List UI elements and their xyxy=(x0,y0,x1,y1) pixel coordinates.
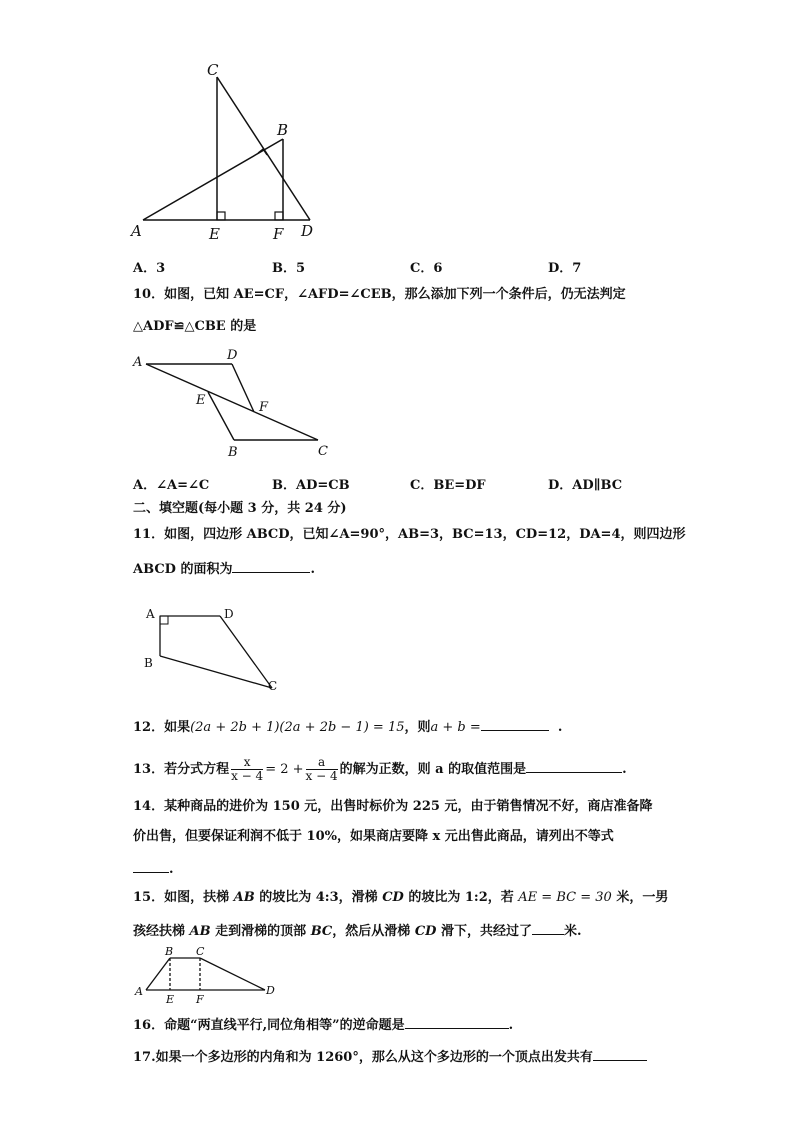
q14-line3: . xyxy=(133,858,174,879)
q11-label-b: B xyxy=(144,656,153,670)
q14-line1: 14．某种商品的进价为 150 元，出售时标价为 225 元，由于销售情况不好，商店准备降 xyxy=(133,799,653,814)
q10-line1: 10．如图，已知 AE=CF，∠AFD=∠CEB，那么添加下列一个条件后，仍无法判定 xyxy=(133,287,626,302)
q15-line2: 孩经扶梯 AB 走到滑梯的顶部 BC，然后从滑梯 CD 滑下，共经过了 米. xyxy=(133,920,582,941)
q11-label-a: A xyxy=(146,607,155,621)
label-e: E xyxy=(209,225,220,243)
q14-line2: 价出售，但要保证利润不低于 10%，如果商店要降 x 元出售此商品，请列出不等式 xyxy=(133,829,614,844)
q12-answer-blank[interactable] xyxy=(481,716,549,731)
q10-label-f: F xyxy=(259,400,269,415)
q11-line2: ABCD 的面积为 . xyxy=(133,558,315,579)
segment-cd xyxy=(217,77,310,220)
q15-label-f: F xyxy=(196,993,204,1006)
q15-label-a: A xyxy=(135,985,143,998)
q15-line1: 15．如图，扶梯 AB 的坡比为 4:3，滑梯 CD 的坡比为 1:2，若 AE = BC = 30 米，一男 xyxy=(133,890,669,905)
q10-label-b: B xyxy=(228,445,238,460)
figure-q11 xyxy=(138,602,288,698)
q14-answer-blank[interactable] xyxy=(133,858,169,873)
figure-q9 xyxy=(125,55,325,250)
label-a: A xyxy=(131,222,142,240)
q17: 17.如果一个多边形的内角和为 1260°，那么从这个多边形的一个顶点出发共有 xyxy=(133,1046,647,1067)
q16-answer-blank[interactable] xyxy=(405,1014,509,1029)
figure-q15 xyxy=(130,944,280,1006)
q10-option-c: C．BE=DF xyxy=(410,478,486,493)
section-2-heading: 二、填空题(每小题 3 分，共 24 分) xyxy=(133,501,347,516)
q15-answer-blank[interactable] xyxy=(532,920,564,935)
q11-label-d: D xyxy=(224,607,234,621)
q10-label-e: E xyxy=(196,393,206,408)
q13: 13．若分式方程 $\frac{x}{x - 4}$ = 2 + $\frac{a}{x - 4}$ 的解为正数，则 a 的取值范围是 . xyxy=(133,755,627,783)
q10-label-c: C xyxy=(318,444,328,459)
q11-answer-blank[interactable] xyxy=(232,558,310,573)
q10-option-a: A．∠A=∠C xyxy=(133,478,210,493)
q15-label-e: E xyxy=(166,993,175,1006)
q15-label-b: B xyxy=(165,945,174,958)
q17-answer-blank[interactable] xyxy=(593,1046,647,1061)
q16: 16．命题“两直线平行,同位角相等”的逆命题是 . xyxy=(133,1014,513,1035)
label-b: B xyxy=(277,121,289,139)
q9-option-c: C．6 xyxy=(410,261,443,276)
segment-ab xyxy=(143,139,283,220)
label-f: F xyxy=(273,225,284,243)
q15-label-d: D xyxy=(266,984,275,997)
q13-fraction-1: $\frac{x}{x - 4}$ xyxy=(231,755,264,783)
q11-line1: 11．如图，四边形 ABCD，已知∠A=90°，AB=3，BC=13，CD=12，DA=4，则四边形 xyxy=(133,527,686,542)
q13-answer-blank[interactable] xyxy=(526,758,622,773)
q9-option-b: B．5 xyxy=(272,261,306,276)
q15-label-c: C xyxy=(196,945,205,958)
label-d: D xyxy=(301,222,314,240)
right-angle-f xyxy=(275,212,283,220)
right-angle-e xyxy=(217,212,225,220)
q10-option-d: D．AD∥BC xyxy=(548,478,623,493)
q10-label-d: D xyxy=(227,348,238,363)
figure-q10 xyxy=(128,344,338,460)
q10-label-a: A xyxy=(133,355,143,370)
q9-option-d: D．7 xyxy=(548,261,582,276)
q9-option-a: A．3 xyxy=(133,261,166,276)
q13-fraction-2: $\frac{a}{x - 4}$ xyxy=(305,755,338,783)
label-c: C xyxy=(207,61,219,79)
q12: 12．如果(2a + 2b + 1)(2a + 2b − 1) = 15，则a + b = . xyxy=(133,716,562,737)
q10-option-b: B．AD=CB xyxy=(272,478,350,493)
q10-line2: △ADF≌△CBE 的是 xyxy=(133,319,257,334)
q11-label-c: C xyxy=(268,679,278,693)
